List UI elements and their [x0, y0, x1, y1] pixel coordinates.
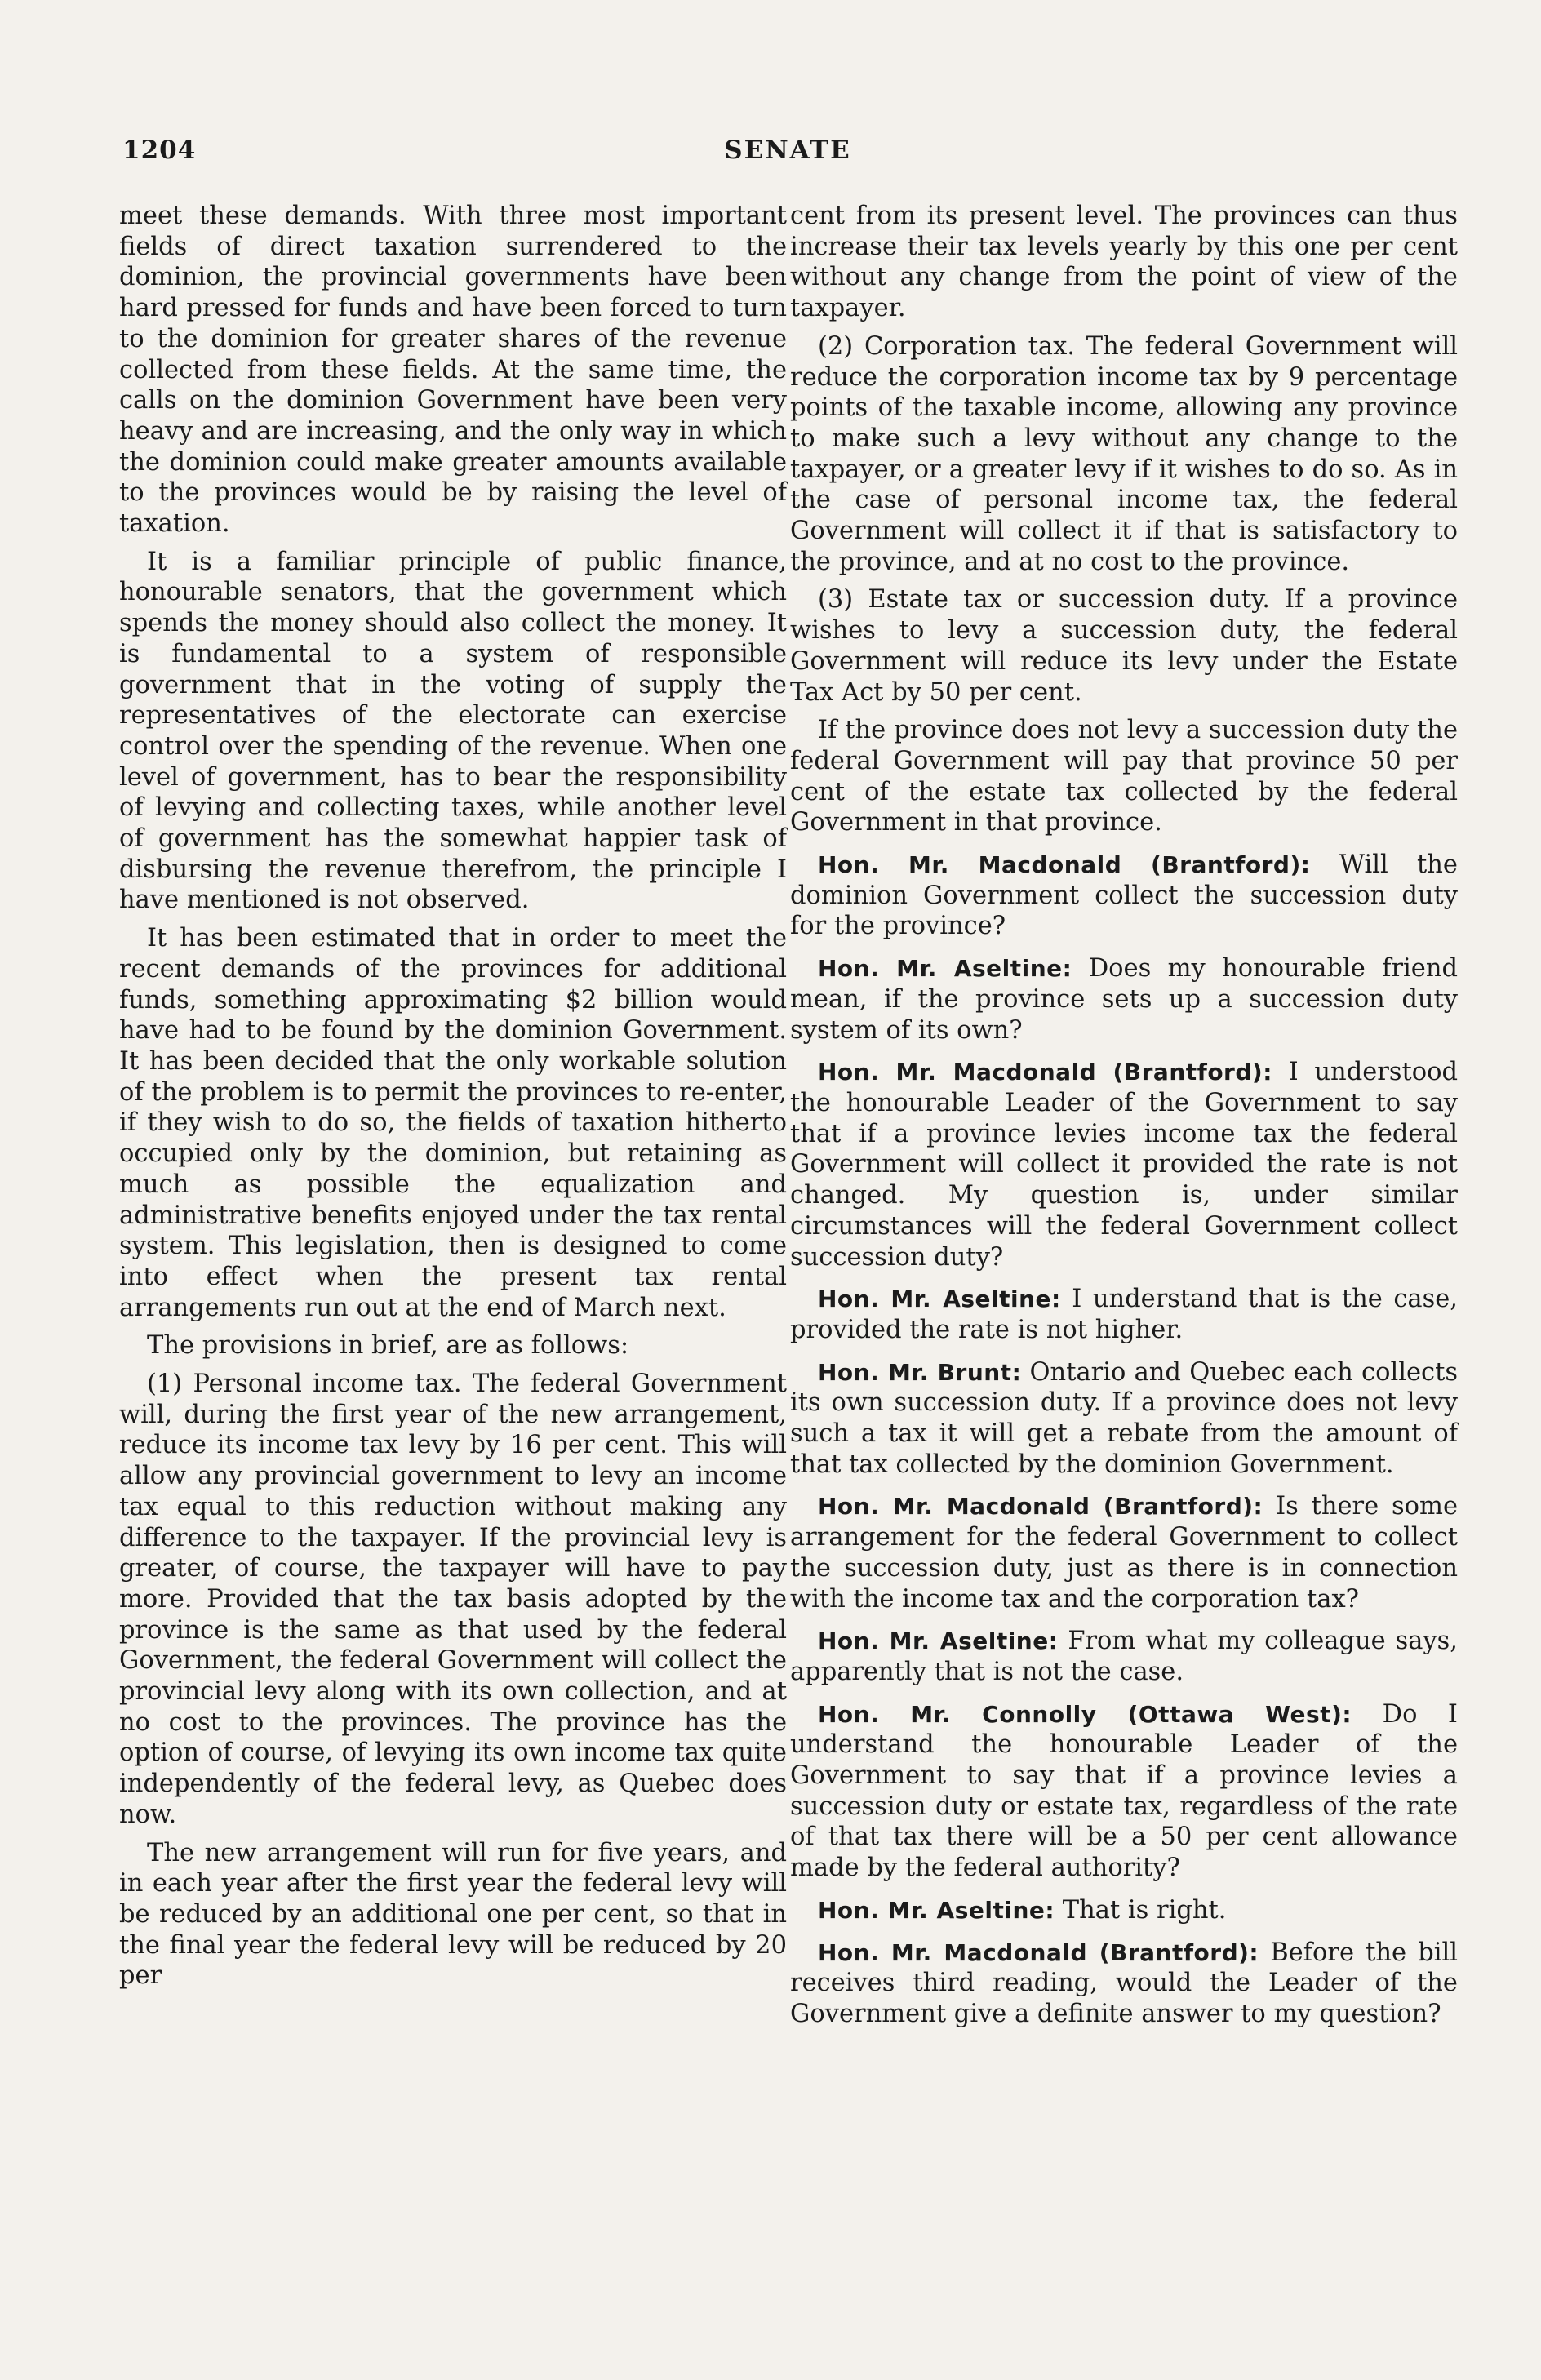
right-column: [790, 201, 1458, 2030]
paragraph-text: If the province does not levy a succession duty the federal Government will pay that province 50 per cent of the estate tax collected by the federal Government in that province.: [790, 716, 1458, 837]
page-header: [122, 135, 1453, 173]
paragraph-text: Is there some arrangement for the federal Government to collect the succession duty, just as there is in connection with the income tax and the corporation tax?: [790, 1492, 1459, 1614]
paragraph: [790, 331, 1458, 578]
paragraph-text: The new arrangement will run for five years, and in each year after the first year the federal levy will be reduced by an additional one per cent, so that in the final year the federal levy will be reduced by 20 per: [119, 1838, 787, 1991]
speaker-name: Hon. Mr. Brunt:: [818, 1358, 1022, 1386]
paragraph-text: Before the bill receives third reading, would the Leader of the Government give a definite answer to my question?: [790, 1938, 1459, 2028]
paragraph-text: It is a familiar principle of public finance, honourable senators, that the government which spends the money should also collect the money. It is fundamental to a system of responsible government that in the voting of supply the representatives of the electorate can exercise control over the spending of the revenue. When one level of government, has to bear the responsibility of levying and collecting taxes, while another level of government has the somewhat happier task of disbursing the revenue therefrom, the principle I have mentioned is not observed.: [119, 547, 787, 915]
speech-paragraph: [790, 850, 1458, 942]
speaker-name: Hon. Mr. Macdonald (Brantford):: [818, 851, 1311, 879]
paragraph-text: I understand that is the case, provided the rate is not higher.: [790, 1285, 1458, 1344]
paragraph-text: Ontario and Quebec each collects its own succession duty. If a province does not levy such a tax it will get a rebate from the amount of that tax collected by the dominion Government.: [790, 1357, 1459, 1479]
speech-paragraph: [790, 953, 1458, 1046]
speaker-name: Hon. Mr. Connolly (Ottawa West):: [818, 1700, 1352, 1728]
speaker-name: Hon. Mr. Aseltine:: [818, 1896, 1055, 1924]
speaker-name: Hon. Mr. Aseltine:: [818, 1285, 1061, 1313]
speech-paragraph: [790, 1057, 1458, 1272]
speaker-name: Hon. Mr. Aseltine:: [818, 955, 1072, 983]
paragraph-text: cent from its present level. The provinces can thus increase their tax levels yearly by this one per cent without any change from the point of view of the taxpayer.: [790, 202, 1458, 323]
paragraph-continuation: [790, 201, 1458, 324]
paragraph: [119, 923, 787, 1323]
speech-paragraph: [790, 1284, 1458, 1345]
speaker-name: Hon. Mr. Macdonald (Brantford):: [818, 1493, 1263, 1521]
paragraph-text: Does my honourable friend mean, if the province sets up a succession duty system of its own?: [790, 954, 1458, 1045]
left-column: [119, 201, 787, 1991]
paragraph: [790, 584, 1458, 708]
paragraph-text: From what my colleague says, apparently that is not the case.: [790, 1627, 1458, 1686]
paragraph-text: (2) Corporation tax. The federal Government will reduce the corporation income tax by 9 percentage points of the taxable income, allowing any province to make such a levy without any change to the taxpayer, or a greater levy if it wishes to do so. As in the case of personal income tax, the federal Government will collect it if that is satisfactory to the province, and at no cost to the province.: [790, 331, 1458, 576]
speech-paragraph: [790, 1491, 1458, 1614]
speaker-name: Hon. Mr. Aseltine:: [818, 1627, 1059, 1655]
paragraph-text: (3) Estate tax or succession duty. If a province wishes to levy a succession duty, the federal Government will reduce its levy under the Estate Tax Act by 50 per cent.: [790, 585, 1458, 707]
speech-paragraph: [790, 1357, 1458, 1481]
paragraph-text: I understood the honourable Leader of the Government to say that if a province levies income tax the federal Government will collect it provided the rate is not changed. My question is, under similar circumstances will the federal Government collect succession duty?: [790, 1058, 1459, 1272]
paragraph: [119, 1330, 787, 1361]
speaker-name: Hon. Mr. Macdonald (Brantford):: [818, 1938, 1259, 1966]
paragraph: [119, 1369, 787, 1831]
speech-paragraph: [790, 1895, 1458, 1926]
paragraph: [119, 1838, 787, 1992]
speech-paragraph: [790, 1699, 1458, 1884]
paragraph-continuation: [119, 201, 787, 539]
paragraph-text: The provisions in brief, are as follows:: [147, 1331, 629, 1361]
paragraph-text: Will the dominion Government collect the succession duty for the province?: [790, 850, 1458, 941]
speaker-name: Hon. Mr. Macdonald (Brantford):: [818, 1059, 1272, 1086]
speech-paragraph: [790, 1938, 1458, 2030]
paragraph: [119, 547, 787, 916]
paragraph-text: It has been estimated that in order to meet the recent demands of the provinces for additional funds, something approximating $2 billion would have had to be found by the dominion Government. It has been decided that the only workable solution of the problem is to permit the provinces to re-enter, if they wish to do so, the fields of taxation hitherto occupied only by the dominion, but retaining as much as possible the equalization and administrative benefits enjoyed under the tax rental system. This legislation, then is designed to come into effect when the present tax rental arrangements run out at the end of March next.: [119, 924, 787, 1322]
page-number: 1204: [122, 135, 197, 165]
running-head: SENATE: [724, 135, 851, 165]
paragraph-text: (1) Personal income tax. The federal Government will, during the first year of the new arrangement, reduce its income tax levy by 16 per cent. This will allow any provincial government to levy an income tax equal to this reduction without making any difference to the taxpayer. If the provincial levy is greater, of course, the taxpayer will have to pay more. Provided that the tax basis adopted by the province is the same as that used by the federal Government, the federal Government will collect the provincial levy along with its own collection, and at no cost to the provinces. The province has the option of course, of levying its own income tax quite independently of the federal levy, as Quebec does now.: [119, 1370, 787, 1829]
paragraph-text: That is right.: [1062, 1895, 1227, 1925]
paragraph: [790, 715, 1458, 838]
paragraph-text: Do I understand the honourable Leader of the Government to say that if a province levies a succession duty or estate tax, regardless of the rate of that tax there will be a 50 per cent allowance made by the federal authority?: [790, 1699, 1458, 1883]
speech-paragraph: [790, 1626, 1458, 1687]
paragraph-text: meet these demands. With three most important fields of direct taxation surrendered to the dominion, the provincial governments have been hard pressed for funds and have been forced to turn to the dominion for greater shares of the revenue collected from these fields. At the same time, the calls on the dominion Government have been very heavy and are increasing, and the only way in which the dominion could make greater amounts available to the provinces would be by raising the level of taxation.: [119, 202, 787, 539]
